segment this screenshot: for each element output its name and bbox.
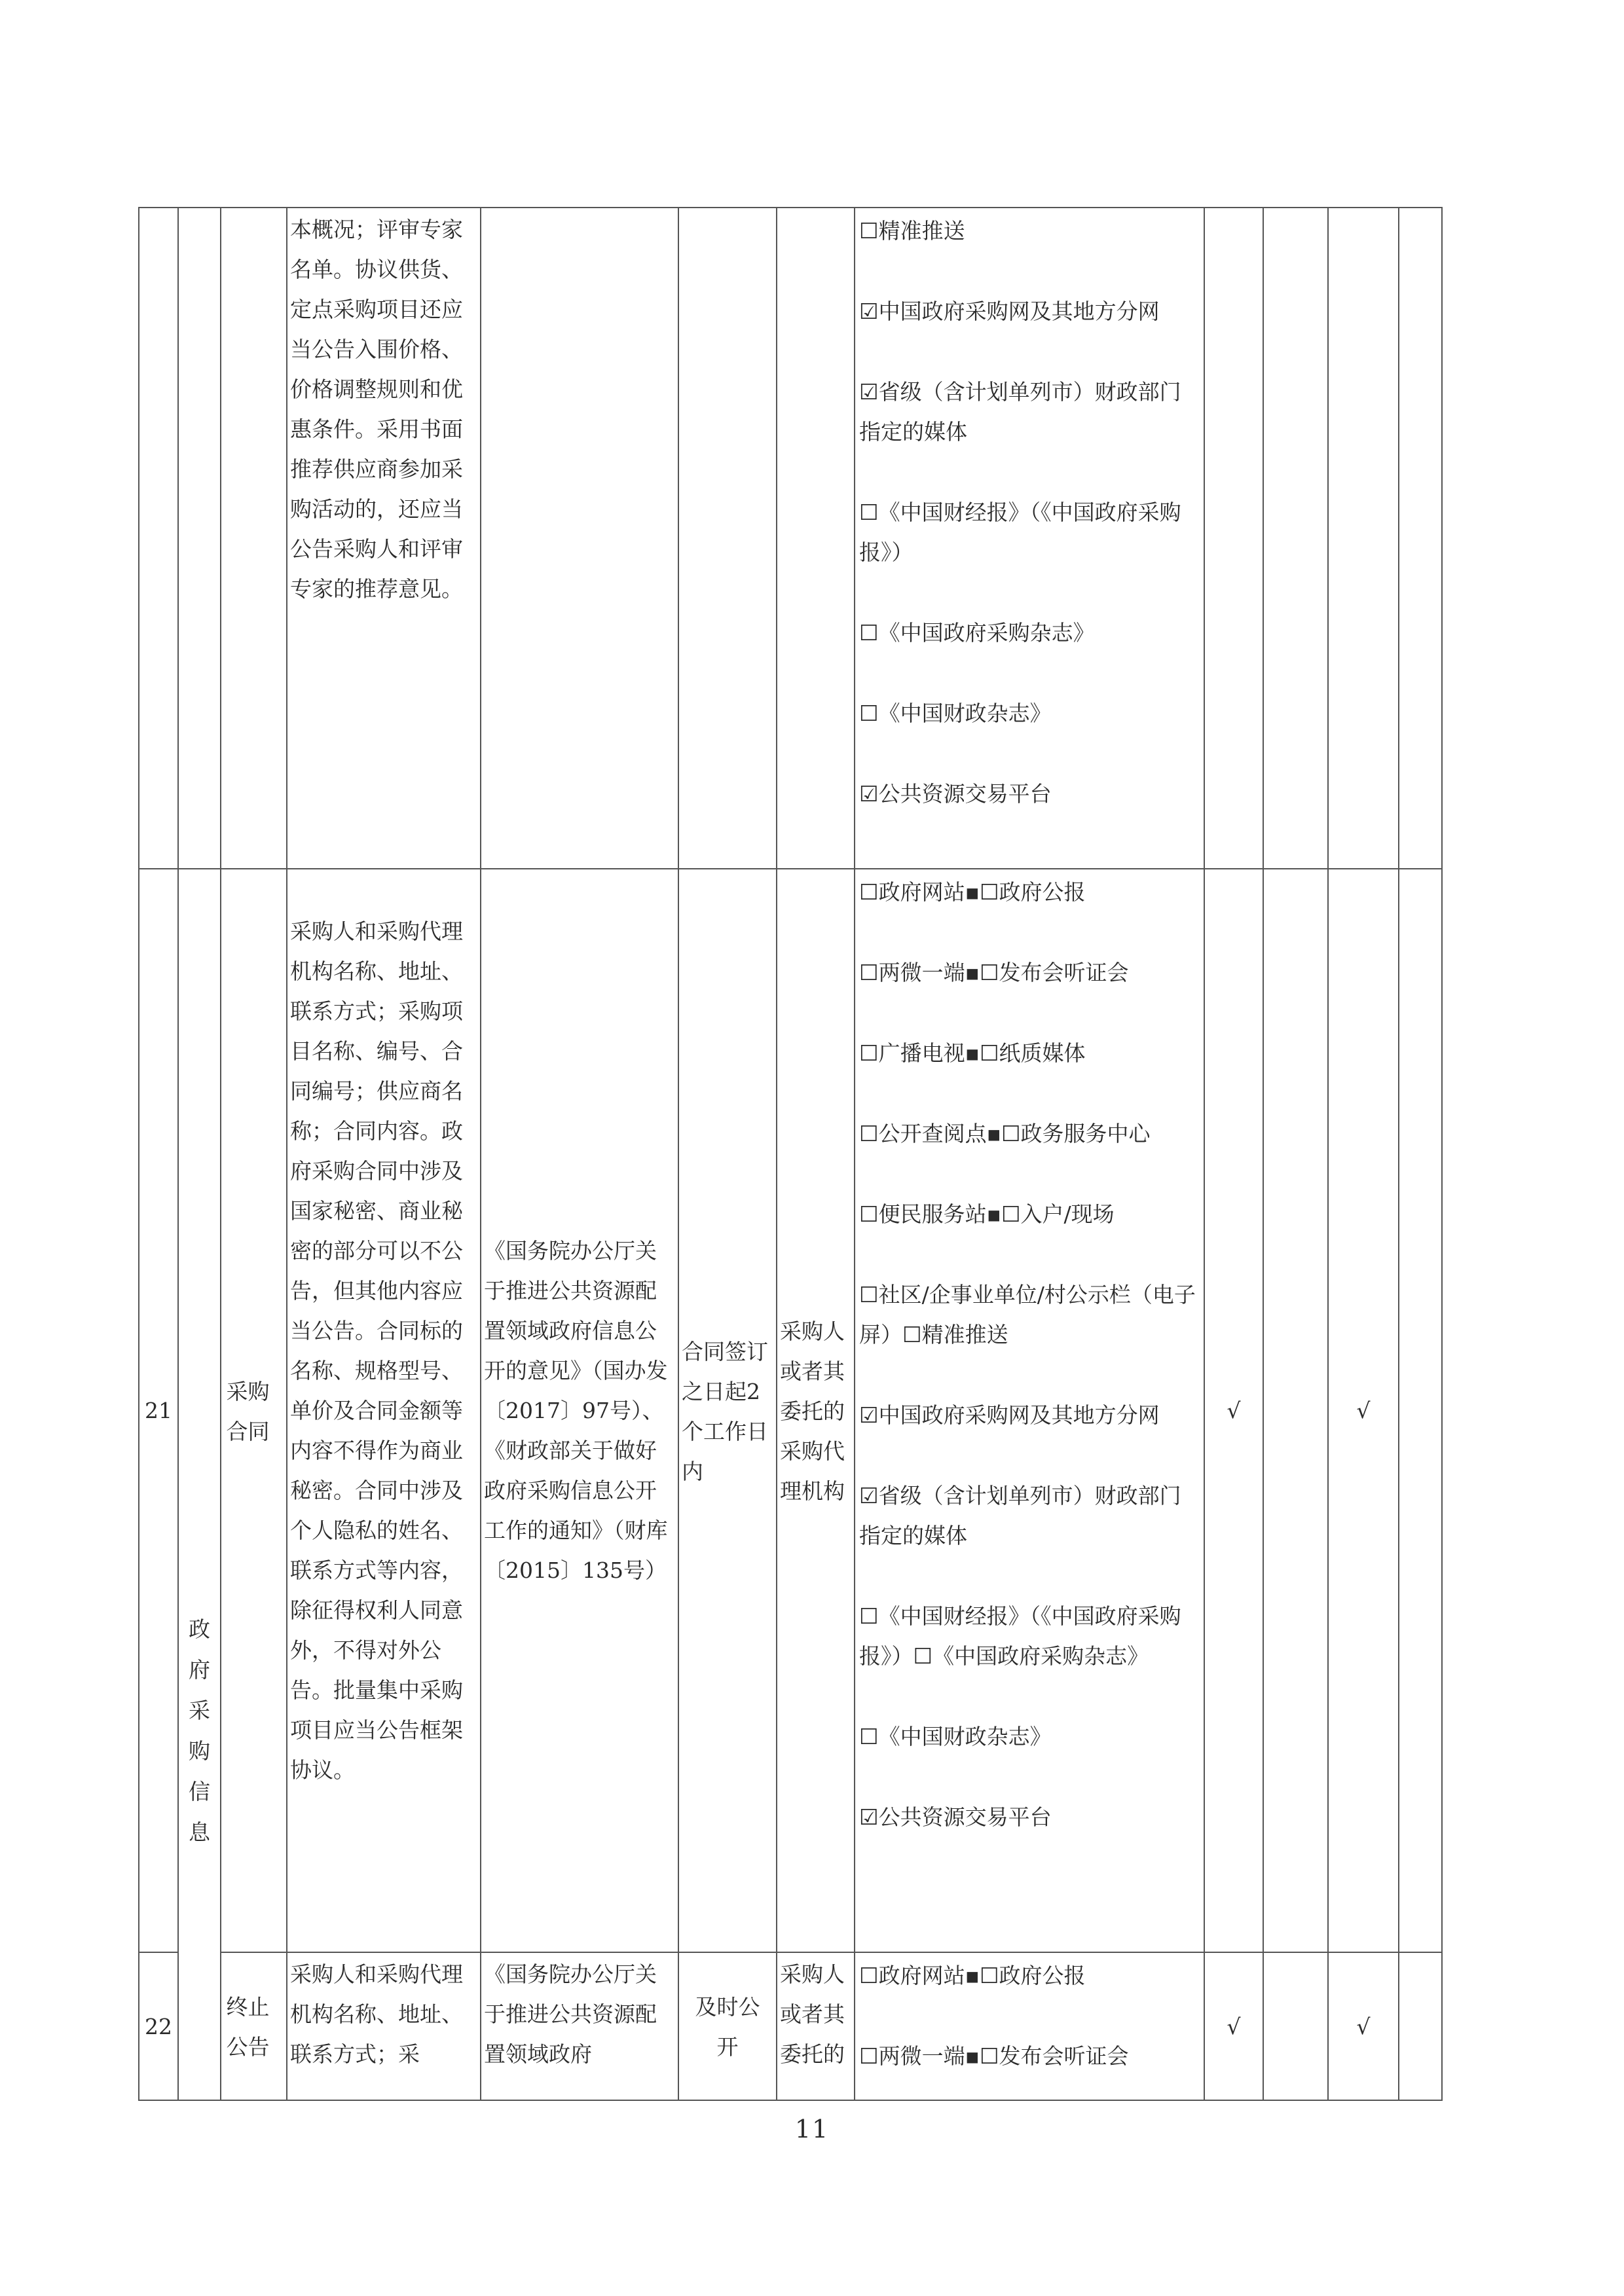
check-mark: √ [1328,869,1399,1952]
channel-item: ☐《中国政府采购杂志》 [859,620,1095,646]
channel-list [855,208,1204,814]
time-limit-cell [678,869,777,1952]
channel-item: ☐精准推送 [859,218,965,244]
subject-text: 采购人或者其委托的 [780,1961,845,2067]
basis-cell [481,208,678,869]
channel-item: ☐便民服务站▪☐入户/现场 [859,1201,1115,1227]
item-text: 终止公告 [226,1994,270,2060]
item-cell [221,869,287,1952]
channel-item: ☐广播电视▪☐纸质媒体 [859,1040,1086,1066]
page-number: 11 [794,2115,830,2143]
channel-item: ☐《中国财经报》（《中国政府采购报》） [859,500,1181,565]
channel-item: ☑省级（含计划单列市）财政部门指定的媒体 [859,1483,1181,1548]
channels-cell [855,208,1204,869]
category-text: 政府采购信息 [189,1616,210,1845]
content-cell [287,1952,481,2100]
time-limit-cell [678,1952,777,2100]
channel-list [855,869,1204,1837]
subject-cell [777,869,855,1952]
channel-item: ☐社区/企事业单位/村公示栏（电子屏）☐精准推送 [859,1282,1196,1347]
item-text: 采购合同 [226,1378,270,1444]
channel-list [855,1953,1204,2076]
basis-cell [481,869,678,1952]
channel-item: ☐《中国财政杂志》 [859,1724,1052,1749]
subject-cell [777,208,855,869]
mark-cell [1399,1952,1442,2100]
category-cell [178,869,221,2100]
table-row [139,869,1442,1952]
channel-item: ☐公开查阅点▪☐政务服务中心 [859,1121,1151,1146]
content-text: 采购人和采购代理机构名称、地址、联系方式；采 [290,1961,463,2067]
channel-item: ☑公共资源交易平台 [859,1804,1052,1830]
channel-item: ☐《中国财政杂志》 [859,701,1052,726]
content-cell [287,869,481,1952]
channel-item: ☑中国政府采购网及其地方分网 [859,299,1160,324]
subject-text: 采购人或者其委托的采购代理机构 [780,1319,845,1504]
no-cell [139,208,178,869]
mark-cell [1263,869,1328,1952]
check-mark: √ [1204,1952,1263,2100]
category-cell [178,208,221,869]
mark-cell [1328,208,1399,869]
channel-item: ☐政府网站▪☐政府公报 [859,1963,1086,1988]
channel-item: ☑中国政府采购网及其地方分网 [859,1402,1160,1428]
basis-text: 《国务院办公厅关于推进公共资源配置领域政府 [484,1961,657,2067]
channels-cell [855,1952,1204,2100]
mark-cell [1263,1952,1328,2100]
channel-item: ☐《中国财经报》（《中国政府采购报》）☐《中国政府采购杂志》 [859,1603,1181,1669]
mark-cell [1204,208,1263,869]
channel-item: ☐两微一端▪☐发布会听证会 [859,2043,1129,2069]
basis-cell [481,1952,678,2100]
content-text: 本概况；评审专家名单。协议供货、定点采购项目还应当公告入围价格、价格调整规则和优惠条件。采用书面推荐供应商参加采购活动的，还应当公告采购人和评审专家的推荐意见。 [290,217,463,602]
channels-cell [855,869,1204,1952]
check-mark: √ [1328,1952,1399,2100]
item-cell [221,208,287,869]
disclosure-table [138,207,1443,2101]
basis-text: 《国务院办公厅关于推进公共资源配置领域政府信息公开的意见》（国办发〔2017〕97号）、《财政部关于做好政府采购信息公开工作的通知》（财库〔2015〕135号） [484,1238,668,1583]
content-text: 采购人和采购代理机构名称、地址、联系方式；采购项目名称、编号、合同编号；供应商名称；合同内容。政府采购合同中涉及国家秘密、商业秘密的部分可以不公告，但其他内容应当公告。合同标的名称、规格型号、单价及合同金额等内容不得作为商业秘密。合同中涉及个人隐私的姓名、联系方式等内容，除征得权利人同意外，不得对外公告。批量集中采购项目应当公告框架协议。 [290,919,463,1783]
mark-cell [1399,208,1442,869]
time-limit-text: 合同签订之日起2个工作日内 [682,1338,768,1484]
channel-item: ☑公共资源交易平台 [859,781,1052,807]
mark-cell [1263,208,1328,869]
channel-item: ☐两微一端▪☐发布会听证会 [859,960,1129,985]
item-cell [221,1952,287,2100]
subject-cell [777,1952,855,2100]
no-cell: 22 [139,1952,178,2100]
channel-item: ☐政府网站▪☐政府公报 [859,879,1086,905]
mark-cell [1399,869,1442,1952]
table-row [139,208,1442,869]
no-cell: 21 [139,869,178,1952]
time-limit-text: 及时公开 [695,1994,760,2060]
time-limit-cell [678,208,777,869]
table-row [139,1952,1442,2100]
content-cell [287,208,481,869]
check-mark: √ [1204,869,1263,1952]
channel-item: ☑省级（含计划单列市）财政部门指定的媒体 [859,379,1181,445]
